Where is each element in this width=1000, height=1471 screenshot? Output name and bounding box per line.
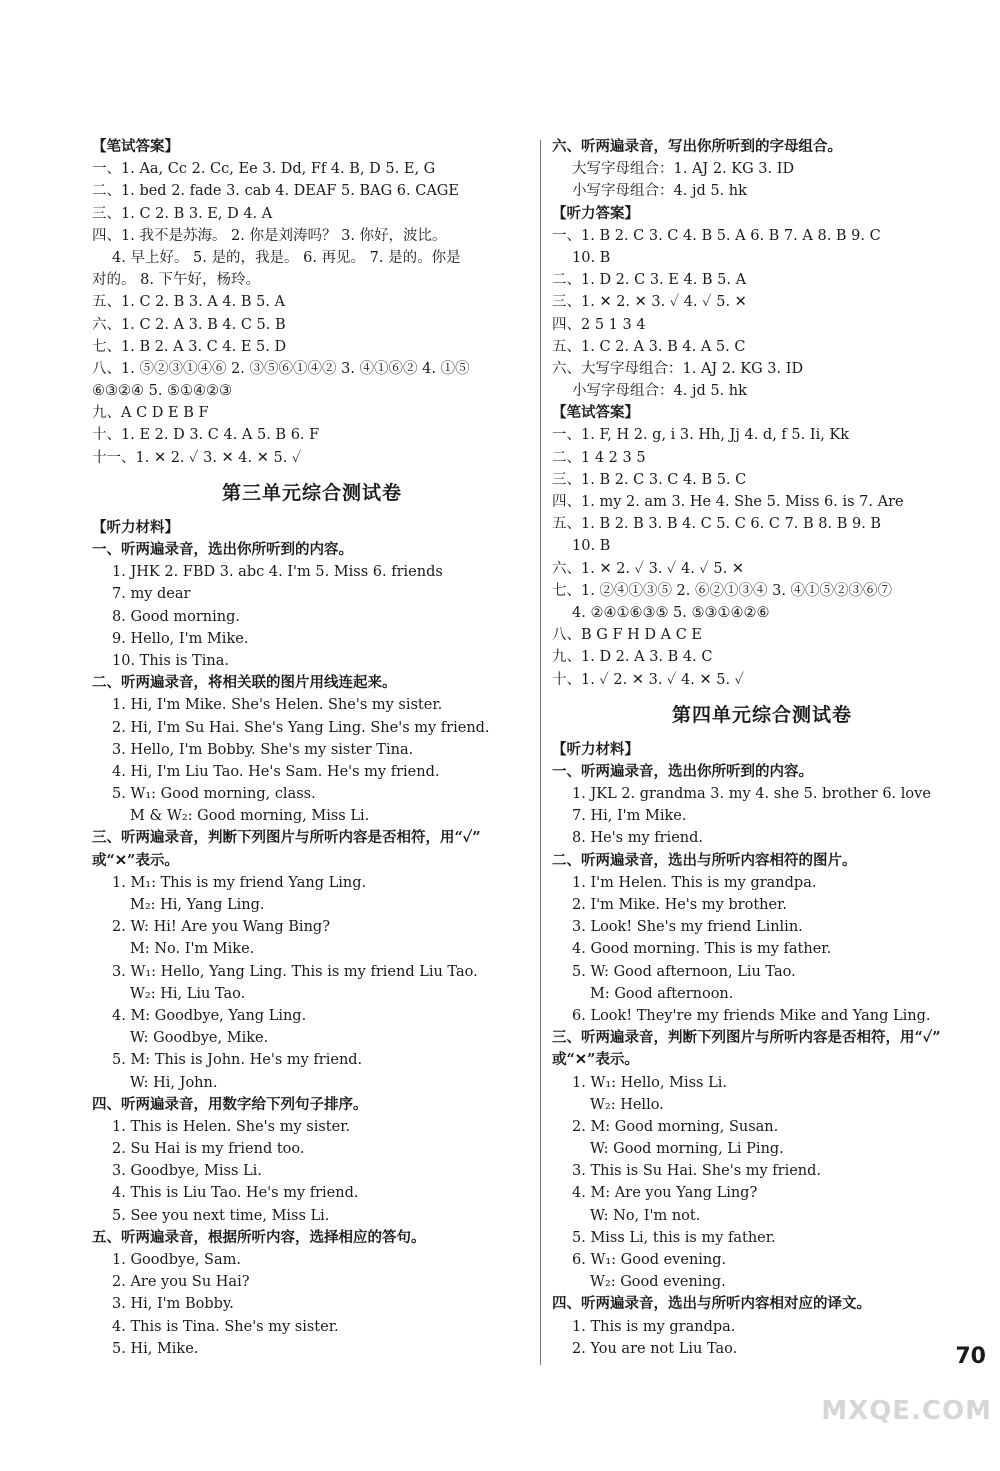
text-line: 1. Goodbye, Sam. [112,1252,241,1268]
text-line: 五、1. C 2. A 3. B 4. A 5. C [552,338,746,355]
text-line: 六、大写字母组合：1. AJ 2. KG 3. ID [552,360,804,377]
text-line: 3. Goodbye, Miss Li. [112,1163,262,1180]
page-number: 70 [955,1344,986,1369]
text-line: 六、1. C 2. A 3. B 4. C 5. B [92,316,286,333]
text-line: 2. Are you Su Hai? [112,1274,250,1291]
text-line: 八、B G F H D A C E [552,627,702,644]
text-line: M: Good afternoon. [590,985,734,1002]
text-line: M: No. I'm Mike. [130,941,255,958]
text-line: W: Hi, John. [130,1074,218,1091]
text-line: 二、听两遍录音，将相关联的图片用线连起来。 [92,674,397,692]
text-line: 三、听两遍录音，判断下列图片与所听内容是否相符，用“✓” [92,829,481,847]
text-line: 9. Hello, I'm Mike. [112,630,249,647]
text-line: 3. Hi, I'm Bobby. [112,1296,234,1313]
text-line: ⑥③②④ 5. ⑤①④②③ [92,383,233,400]
text-line: W: Goodbye, Mike. [130,1030,269,1047]
text-line: 1. This is my grandpa. [572,1318,736,1335]
text-line: 四、2 5 1 3 4 [552,316,646,333]
text-line: 5. M: This is John. He's my friend. [112,1052,363,1069]
text-line: 7. Hi, I'm Mike. [572,808,687,825]
text-line: 10. B [572,538,611,555]
text-line: 4. Hi, I'm Liu Tao. He's Sam. He's my friend. [112,763,440,780]
text-line: 1. Hi, I'm Mike. She's Helen. She's my sister. [112,697,443,714]
text-line: 5. Miss Li, this is my father. [572,1229,776,1246]
text-line: 三、1. B 2. C 3. C 4. B 5. C [552,471,747,488]
text-line: 十一、1. ✕ 2. ✓ 3. ✕ 4. ✕ 5. ✓ [92,449,302,466]
text-line: 10. This is Tina. [112,652,229,669]
text-line: 5. W: Good afternoon, Liu Tao. [572,963,796,980]
section-title: 第四单元综合测试卷 [671,703,852,726]
text-line: 一、1. B 2. C 3. C 4. B 5. A 6. B 7. A 8. B 9. C [552,227,881,244]
text-line: W₂: Hi, Liu Tao. [130,985,246,1002]
text-line: 二、听两遍录音，选出与所听内容相符的图片。 [552,851,857,869]
text-line: 或“✕”表示。 [552,1051,639,1069]
text-line: 2. Hi, I'm Su Hai. She's Yang Ling. She's my friend. [112,719,490,736]
text-line: 十、1. E 2. D 3. C 4. A 5. B 6. F [92,427,320,444]
text-line: 2. Su Hai is my friend too. [112,1141,305,1158]
text-line: 六、听两遍录音，写出你所听到的字母组合。 [552,138,842,155]
text-line: W₂: Hello. [590,1096,664,1113]
text-line: 四、听两遍录音，用数字给下列句子排序。 [92,1095,368,1113]
text-line: 五、1. B 2. B 3. B 4. C 5. C 6. C 7. B 8. B 9. B [552,516,882,533]
text-line: 10. B [572,249,611,266]
text-line: 一、听两遍录音，选出你所听到的内容。 [552,762,813,780]
text-line: W: No, I'm not. [590,1207,701,1224]
text-line: 三、听两遍录音，判断下列图片与所听内容是否相符，用“✓” [552,1029,941,1047]
text-line: 4. Good morning. This is my father. [572,941,832,958]
text-line: 2. M: Good morning, Susan. [572,1118,779,1135]
text-line: 8. Good morning. [112,608,240,625]
text-line: 1. I'm Helen. This is my grandpa. [572,874,817,891]
text-line: 6. W₁: Good evening. [572,1252,727,1268]
text-line: 四、1. my 2. am 3. He 4. She 5. Miss 6. is 7. Are [552,494,904,510]
text-line: 小写字母组合：4. jd 5. hk [572,183,747,200]
text-line: M₂: Hi, Yang Ling. [130,897,265,913]
text-line: 1. M₁: This is my friend Yang Ling. [112,874,367,891]
text-line: 1. W₁: Hello, Miss Li. [572,1074,727,1091]
text-line: 大写字母组合：1. AJ 2. KG 3. ID [572,161,795,178]
text-line: 4. 早上好。 5. 是的，我是。 6. 再见。 7. 是的。你是 [112,249,461,266]
text-line: 7. my dear [112,586,191,603]
text-line: 1. This is Helen. She's my sister. [112,1118,351,1135]
text-line: 4. M: Goodbye, Yang Ling. [112,1007,307,1024]
text-line: 4. This is Liu Tao. He's my friend. [112,1185,359,1202]
text-line: 九、A C D E B F [92,405,209,422]
text-line: 4. M: Are you Yang Ling? [572,1185,758,1202]
text-line: 8. He's my friend. [572,830,704,847]
text-line: 4. ②④①⑥③⑤ 5. ⑤③①④②⑥ [572,604,770,621]
text-line: 八、1. ⑤②③①④⑥ 2. ③⑤⑥①④② 3. ④①⑥② 4. ①⑤ [92,360,470,377]
text-line: 一、1. F, H 2. g, i 3. Hh, Jj 4. d, f 5. Ii, Kk [552,427,850,444]
text-line: 二、1 4 2 3 5 [552,449,646,466]
text-line: W: Good morning, Li Ping. [590,1141,784,1158]
text-line: 2. W: Hi! Are you Wang Bing? [112,919,330,936]
left-column [92,136,532,1360]
text-line: M & W₂: Good morning, Miss Li. [130,808,370,825]
text-line: 5. W₁: Good morning, class. [112,786,316,803]
text-line: 3. Hello, I'm Bobby. She's my sister Tina. [112,741,414,758]
text-line: 四、听两遍录音，选出与所听内容相对应的译文。 [552,1295,871,1313]
text-line: 四、1. 我不是苏海。 2. 你是刘涛吗？ 3. 你好，波比。 [92,227,447,244]
text-line: 1. JKL 2. grandma 3. my 4. she 5. brother 6. love [572,786,931,803]
text-line: 或“✕”表示。 [92,851,179,869]
text-line: 1. JHK 2. FBD 3. abc 4. I'm 5. Miss 6. friends [112,564,443,581]
text-line: 二、1. D 2. C 3. E 4. B 5. A [552,272,747,289]
text-line: 3. This is Su Hai. She's my friend. [572,1163,822,1180]
section-label: 【笔试答案】 [552,404,639,422]
section-label: 【听力答案】 [552,204,639,222]
right-column [552,136,972,1360]
text-line: 三、1. C 2. B 3. E, D 4. A [92,205,273,222]
section-label: 【听力材料】 [552,740,639,758]
section-label: 【笔试答案】 [92,138,179,155]
text-line: 5. Hi, Mike. [112,1340,199,1357]
text-line: 九、1. D 2. A 3. B 4. C [552,649,713,666]
section-label: 【听力材料】 [92,518,179,536]
text-line: 2. I'm Mike. He's my brother. [572,897,788,913]
text-line: W₂: Good evening. [590,1274,726,1291]
column-divider [540,140,541,1365]
text-line: 三、1. ✕ 2. ✕ 3. ✓ 4. ✓ 5. ✕ [552,294,747,311]
text-line: 六、1. ✕ 2. ✓ 3. ✓ 4. ✓ 5. ✕ [552,560,745,577]
text-line: 2. You are not Liu Tao. [572,1340,738,1357]
section-title: 第三单元综合测试卷 [221,481,402,504]
text-line: 3. Look! She's my friend Linlin. [572,919,803,936]
text-line: 6. Look! They're my friends Mike and Yang Ling. [572,1007,931,1024]
text-line: 对的。 8. 下午好，杨玲。 [92,272,261,289]
text-line: 七、1. ②④①③⑤ 2. ⑥②①③④ 3. ④①⑤②③⑥⑦ [552,582,893,599]
text-line: 二、1. bed 2. fade 3. cab 4. DEAF 5. BAG 6. CAGE [92,183,459,200]
text-line: 一、听两遍录音，选出你所听到的内容。 [92,541,353,558]
text-line: 七、1. B 2. A 3. C 4. E 5. D [92,338,287,355]
text-line: 小写字母组合：4. jd 5. hk [572,383,747,400]
text-line: 4. This is Tina. She's my sister. [112,1318,339,1335]
watermark-text: MXQE.COM [821,1396,992,1426]
text-line: 3. W₁: Hello, Yang Ling. This is my friend Liu Tao. [112,963,478,980]
text-line: 五、1. C 2. B 3. A 4. B 5. A [92,294,286,311]
text-line: 5. See you next time, Miss Li. [112,1207,330,1224]
text-line: 十、1. ✓ 2. ✕ 3. ✓ 4. ✕ 5. ✓ [552,671,745,688]
text-line: 五、听两遍录音，根据所听内容，选择相应的答句。 [92,1228,426,1246]
text-line: 一、1. Aa, Cc 2. Cc, Ee 3. Dd, Ff 4. B, D 5. E, G [92,161,436,178]
